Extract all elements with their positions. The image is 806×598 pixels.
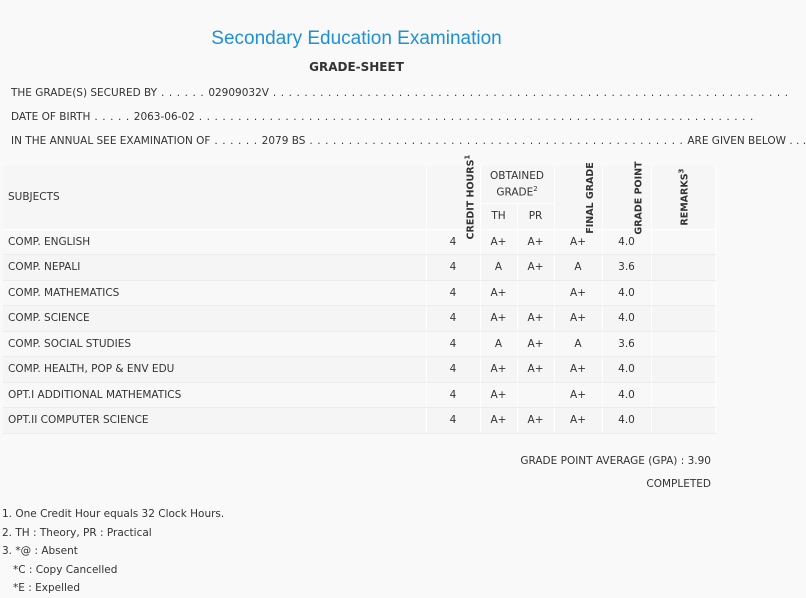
dob-label: DATE OF BIRTH — [11, 111, 91, 123]
cell-final-grade: A+ — [554, 382, 602, 408]
cell-grade-point: 4.0 — [602, 382, 651, 408]
col-final-grade: FINAL GRADE — [554, 166, 602, 229]
cell-remarks — [651, 280, 715, 306]
cell-grade-point: 4.0 — [602, 280, 651, 306]
gpa-value: 3.90 — [687, 455, 711, 467]
cell-grade-point: 3.6 — [602, 255, 651, 281]
col-th: TH — [480, 203, 517, 229]
exam-year: 2079 BS — [261, 135, 306, 147]
col-credit-hours: CREDIT HOURS$^1$ — [426, 166, 480, 229]
cell-remarks — [651, 357, 715, 383]
col-subjects: SUBJECTS — [3, 166, 426, 229]
page-subtitle: GRADE-SHEET — [309, 60, 404, 74]
col-obtained-grade: OBTAINED GRADE$^2$ — [480, 166, 554, 203]
cell-pr-grade — [517, 280, 554, 306]
col-remarks: REMARKS$^3$ — [651, 166, 715, 229]
cell-credit-hours: 4 — [426, 280, 480, 306]
footnote-2: 2. TH : Theory, PR : Practical — [2, 526, 152, 539]
table-row — [3, 229, 715, 255]
cell-pr-grade: A+ — [517, 357, 554, 383]
footnote-1: 1. One Credit Hour equals 32 Clock Hours. — [2, 508, 225, 520]
table-row — [3, 255, 715, 281]
cell-final-grade: A+ — [554, 357, 602, 383]
cell-remarks — [651, 255, 715, 281]
table-row — [3, 408, 715, 434]
table-row — [3, 357, 715, 383]
cell-th-grade: A+ — [480, 280, 517, 306]
cell-credit-hours: 4 — [426, 306, 480, 332]
cell-grade-point: 4.0 — [602, 408, 651, 434]
cell-pr-grade: A+ — [517, 408, 554, 434]
info-exam-line: IN THE ANNUAL SEE EXAMINATION OF . . . . . . 2079 BS . . . . . . . . . . . . . . . . . . . . . . . . . . . . . . . . . . . . . . . . . . . . . . . . ARE GIVEN BELOW . . . — [11, 135, 806, 147]
footnote-3c: *E : Expelled — [13, 582, 81, 594]
cell-remarks — [651, 229, 715, 255]
cell-credit-hours: 4 — [426, 382, 480, 408]
cell-th-grade: A — [480, 331, 517, 357]
cell-final-grade: A+ — [554, 280, 602, 306]
cell-pr-grade: A+ — [517, 255, 554, 281]
col-pr: PR — [517, 203, 554, 229]
cell-grade-point: 4.0 — [602, 229, 651, 255]
cell-grade-point: 4.0 — [602, 357, 651, 383]
grades-label: THE GRADE(S) SECURED BY — [11, 87, 158, 99]
cell-subject: OPT.I ADDITIONAL MATHEMATICS — [3, 382, 426, 408]
info-symbol-line: THE GRADE(S) SECURED BY . . . . . . 02909032V . . . . . . . . . . . . . . . . . . . . . . . . . . . . . . . . . . . . . . . . . . . . . . . . . . . . . . . . . . . . . . . . . . — [11, 87, 789, 99]
cell-remarks — [651, 408, 715, 434]
exam-suffix: ARE GIVEN BELOW . . . — [687, 135, 806, 147]
table-row — [3, 331, 715, 357]
cell-th-grade: A+ — [480, 357, 517, 383]
info-dob-line: DATE OF BIRTH . . . . . 2063-06-02 . . . . . . . . . . . . . . . . . . . . . . . . . . . . . . . . . . . . . . . . . . . . . . . . . . . . . . . . . . . . . . . . . . . . . . . — [11, 111, 754, 123]
cell-subject: COMP. SOCIAL STUDIES — [3, 331, 426, 357]
cell-final-grade: A+ — [554, 229, 602, 255]
gpa-summary — [520, 455, 711, 467]
cell-remarks — [651, 382, 715, 408]
cell-remarks — [651, 331, 715, 357]
cell-credit-hours: 4 — [426, 331, 480, 357]
cell-final-grade: A+ — [554, 408, 602, 434]
footnotes — [2, 505, 224, 598]
cell-grade-point: 3.6 — [602, 331, 651, 357]
cell-subject: COMP. SCIENCE — [3, 306, 426, 332]
cell-th-grade: A+ — [480, 306, 517, 332]
cell-subject: COMP. NEPALI — [3, 255, 426, 281]
cell-subject: COMP. MATHEMATICS — [3, 280, 426, 306]
gpa-label: GRADE POINT AVERAGE (GPA) : — [520, 455, 685, 467]
cell-grade-point: 4.0 — [602, 306, 651, 332]
result-status: COMPLETED — [646, 478, 711, 490]
footnote-3b: *C : Copy Cancelled — [13, 563, 118, 576]
cell-th-grade: A — [480, 255, 517, 281]
cell-th-grade: A+ — [480, 408, 517, 434]
cell-subject: OPT.II COMPUTER SCIENCE — [3, 408, 426, 434]
cell-pr-grade: A+ — [517, 229, 554, 255]
table-row — [3, 306, 715, 332]
col-grade-point: GRADE POINT — [602, 166, 651, 229]
cell-pr-grade — [517, 382, 554, 408]
cell-credit-hours: 4 — [426, 408, 480, 434]
table-row — [3, 382, 715, 408]
cell-th-grade: A+ — [480, 382, 517, 408]
cell-final-grade: A — [554, 255, 602, 281]
symbol-no: 02909032V — [208, 87, 269, 99]
table-row — [3, 280, 715, 306]
cell-credit-hours: 4 — [426, 255, 480, 281]
cell-subject: COMP. ENGLISH — [3, 229, 426, 255]
grade-table — [3, 154, 716, 434]
cell-th-grade: A+ — [480, 229, 517, 255]
footnote-3: 3. *@ : Absent — [2, 545, 78, 557]
cell-credit-hours: 4 — [426, 357, 480, 383]
cell-final-grade: A — [554, 331, 602, 357]
page-title: Secondary Education Examination — [211, 28, 502, 49]
cell-credit-hours: 4 — [426, 229, 480, 255]
cell-final-grade: A+ — [554, 306, 602, 332]
cell-subject: COMP. HEALTH, POP & ENV EDU — [3, 357, 426, 383]
exam-label: IN THE ANNUAL SEE EXAMINATION OF — [11, 135, 211, 147]
cell-pr-grade: A+ — [517, 306, 554, 332]
dob-value: 2063-06-02 — [133, 111, 195, 123]
cell-pr-grade: A+ — [517, 331, 554, 357]
cell-remarks — [651, 306, 715, 332]
